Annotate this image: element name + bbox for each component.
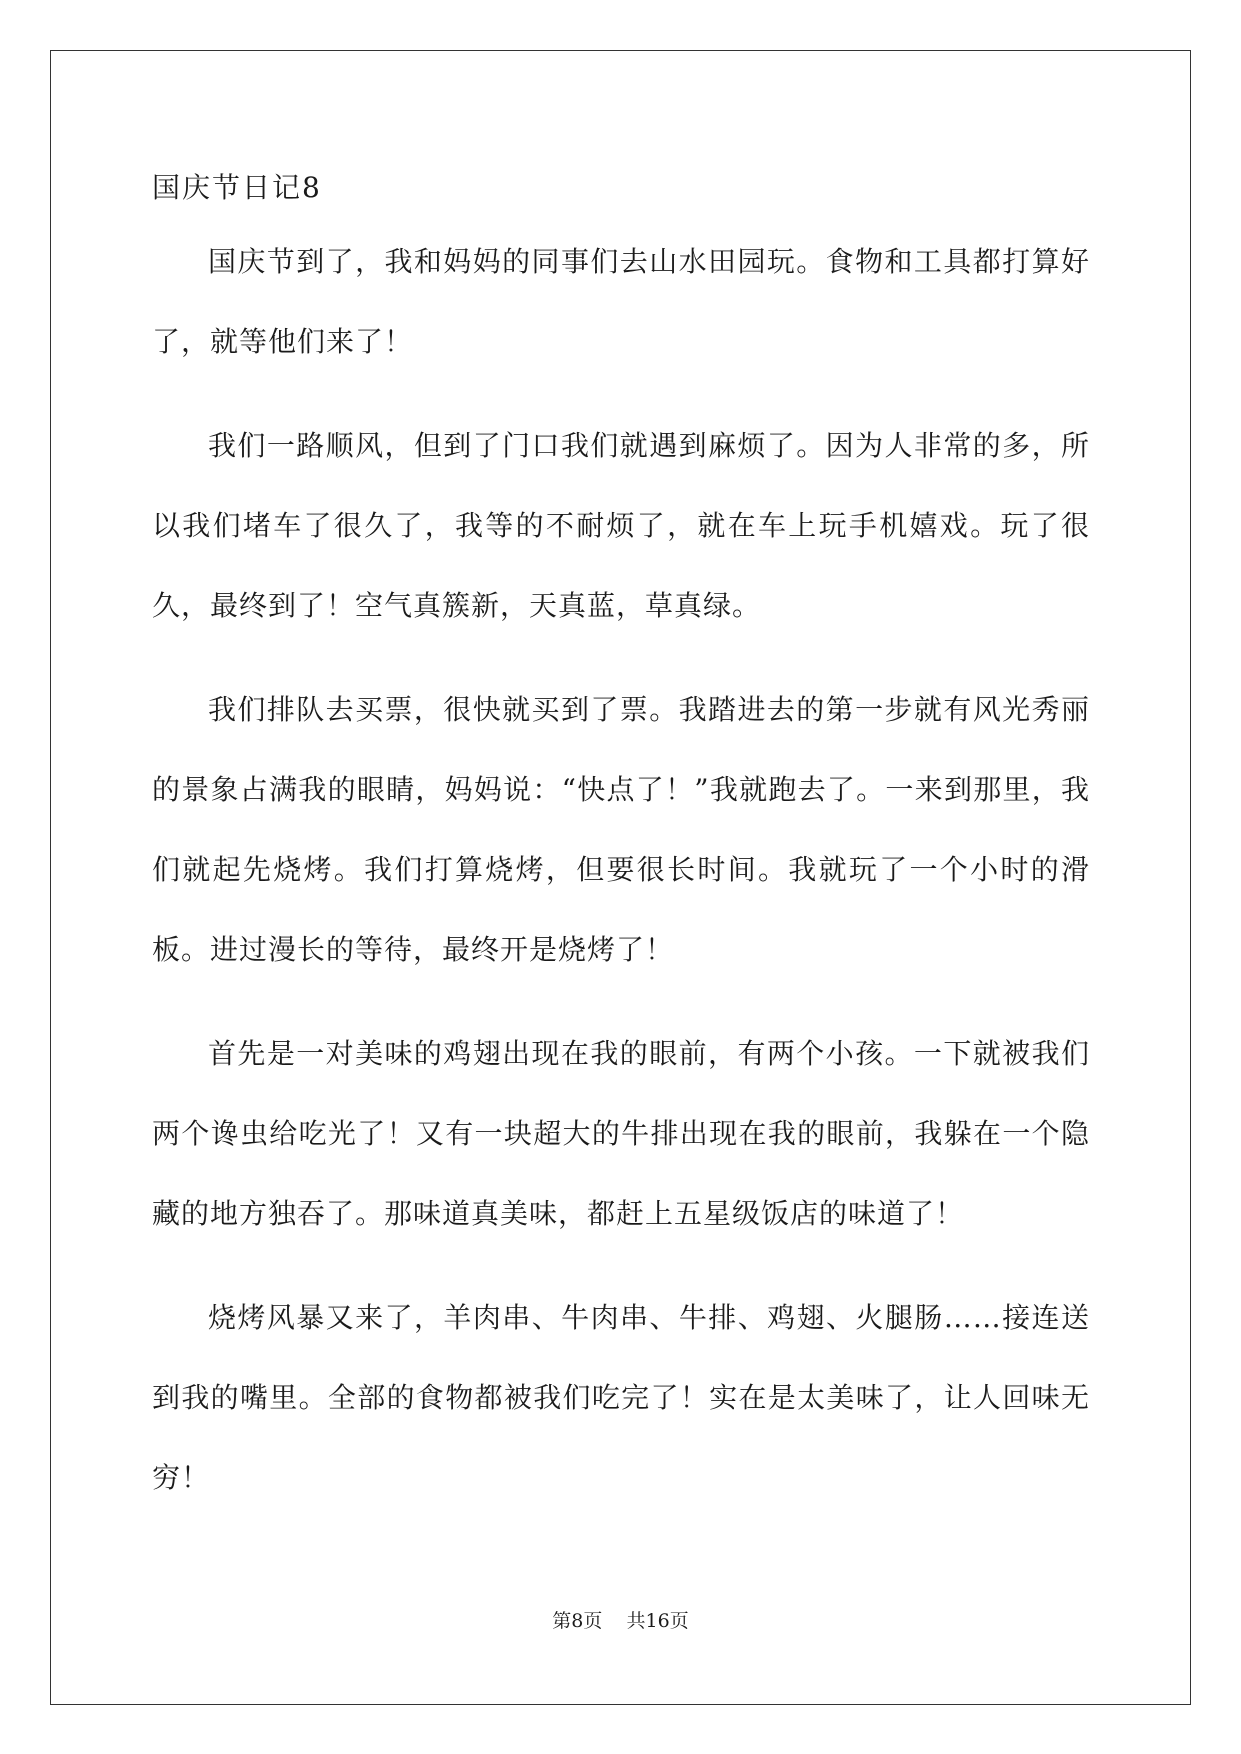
paragraph-4: 首先是一对美味的鸡翅出现在我的眼前，有两个小孩。一下就被我们两个谗虫给吃光了！又有一块超大的牛排出现在我的眼前，我躲在一个隐藏的地方独吞了。那味道真美味，都赶上五星级饭店的味道了！ bbox=[152, 1037, 1090, 1230]
document-title: 国庆节日记8 bbox=[152, 171, 322, 204]
paragraph-3: 我们排队去买票，很快就买到了票。我踏进去的第一步就有风光秀丽的景象占满我的眼睛，妈妈说：“快点了！”我就跑去了。一来到那里，我们就起先烧烤。我们打算烧烤，但要很长时间。我就玩了一个小时的滑板。进过漫长的等待，最终开是烧烤了！ bbox=[152, 693, 1090, 966]
document-body bbox=[152, 222, 1090, 1542]
paragraph-2: 我们一路顺风，但到了门口我们就遇到麻烦了。因为人非常的多，所以我们堵车了很久了，我等的不耐烦了，就在车上玩手机嬉戏。玩了很久，最终到了！空气真簇新，天真蓝，草真绿。 bbox=[152, 429, 1090, 622]
page-number-footer: 第8页 共16页 bbox=[552, 1610, 689, 1632]
paragraph-5: 烧烤风暴又来了，羊肉串、牛肉串、牛排、鸡翅、火腿肠……接连送到我的嘴里。全部的食物都被我们吃完了！实在是太美味了，让人回味无穷！ bbox=[152, 1301, 1090, 1494]
paragraph-1: 国庆节到了，我和妈妈的同事们去山水田园玩。食物和工具都打算好了，就等他们来了！ bbox=[152, 245, 1090, 358]
